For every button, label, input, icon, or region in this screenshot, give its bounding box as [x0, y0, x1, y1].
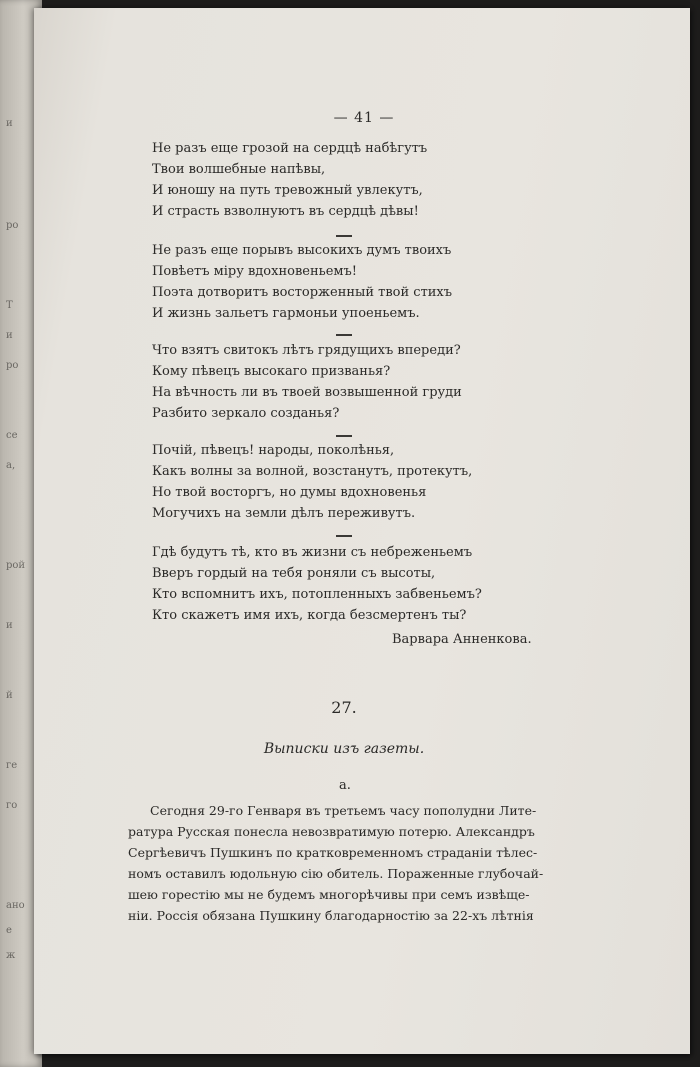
left-page-fragment: се [6, 430, 18, 441]
verse-line: И жизнь зальетъ гармоньи упоеньемъ. [152, 306, 420, 321]
prose-line: Сергѣевичъ Пушкинъ по кратковременномъ страданіи тѣлес- [128, 845, 538, 860]
prose-line: Сегодня 29-го Генваря въ третьемъ часу пополудни Лите- [150, 803, 537, 818]
verse-line: Твои волшебные напѣвы, [152, 162, 326, 177]
left-page-fragment: ге [6, 760, 18, 771]
verse-line: Почій, пѣвецъ! народы, поколѣнья, [152, 443, 395, 458]
verse-line: Повѣетъ міру вдохновеньемъ! [152, 264, 358, 279]
verse-line: Кто скажетъ имя ихъ, когда безсмертенъ ты? [152, 608, 467, 623]
verse-line: Кому пѣвецъ высокаго призванья? [152, 364, 391, 379]
verse-line: Не разъ еще порывъ высокихъ думъ твоихъ [152, 243, 452, 258]
left-page-fragment: й [6, 690, 13, 701]
verse-line: Могучихъ на земли дѣлъ переживутъ. [152, 506, 416, 521]
prose-line: номъ оставилъ юдольную сію обитель. Пораженные глубочай- [128, 866, 544, 881]
left-page-fragment: ано [6, 900, 25, 911]
left-page-fragment: е [6, 925, 12, 936]
prose-paragraph [128, 800, 582, 926]
poem-stanza [152, 138, 592, 222]
prose-line: шею горестію мы не будемъ многорѣчивы при семъ извѣще- [128, 887, 530, 902]
poem-stanza [152, 340, 592, 424]
poem-stanza [152, 240, 592, 324]
verse-line: Гдѣ будутъ тѣ, кто въ жизни съ небреженьемъ [152, 545, 473, 560]
book-page [34, 8, 690, 1054]
verse-line: И страсть взволнуютъ въ сердцѣ дѣвы! [152, 204, 419, 219]
poem-signature: Варвара Анненкова. [392, 632, 532, 647]
left-page-fragment: Т [6, 300, 13, 311]
left-page-fragment: ро [6, 360, 19, 371]
stanza-divider [336, 535, 352, 537]
section-title: Выписки изъ газеты. [263, 741, 425, 757]
left-page-fragment: и [6, 118, 13, 129]
poem-stanza [152, 542, 592, 626]
prose-line: ратура Русская понесла невозвратимую потерю. Александръ [128, 824, 535, 839]
verse-line: И юношу на путь тревожный увлекутъ, [152, 183, 423, 198]
poem-stanza [152, 440, 592, 524]
verse-line: Кто вспомнитъ ихъ, потопленныхъ забвеньемъ? [152, 587, 482, 602]
stanza-divider [336, 334, 352, 336]
verse-line: На вѣчность ли въ твоей возвышенной груди [152, 385, 462, 400]
left-page-fragment: и [6, 330, 13, 341]
left-page-fragment: рой [6, 560, 26, 571]
verse-line: Поэта дотворитъ восторженный твой стихъ [152, 285, 453, 300]
verse-line: Вверъ гордый на тебя роняли съ высоты, [152, 566, 436, 581]
verse-line: Разбито зеркало созданья? [152, 406, 340, 421]
stanza-divider [336, 435, 352, 437]
left-page-fragment: ро [6, 220, 19, 231]
verse-line: Что взятъ свитокъ лѣтъ грядущихъ впереди? [152, 343, 461, 358]
section-number: 27. [331, 698, 357, 717]
subsection-letter: а. [339, 778, 351, 793]
prose-line: ніи. Россія обязана Пушкину благодарностію за 22-хъ лѣтнія [128, 908, 534, 923]
left-page-fragment: ж [6, 950, 16, 961]
verse-line: Какъ волны за волной, возстанутъ, протекутъ, [152, 464, 473, 479]
left-page-fragment: го [6, 800, 18, 811]
left-page-fragment: а, [6, 460, 16, 471]
verse-line: Не разъ еще грозой на сердцѣ набѣгутъ [152, 141, 428, 156]
stanza-divider [336, 235, 352, 237]
page-number: — 41 — [333, 110, 395, 126]
verse-line: Но твой восторгъ, но думы вдохновенья [152, 485, 427, 500]
left-page-fragment: и [6, 620, 13, 631]
